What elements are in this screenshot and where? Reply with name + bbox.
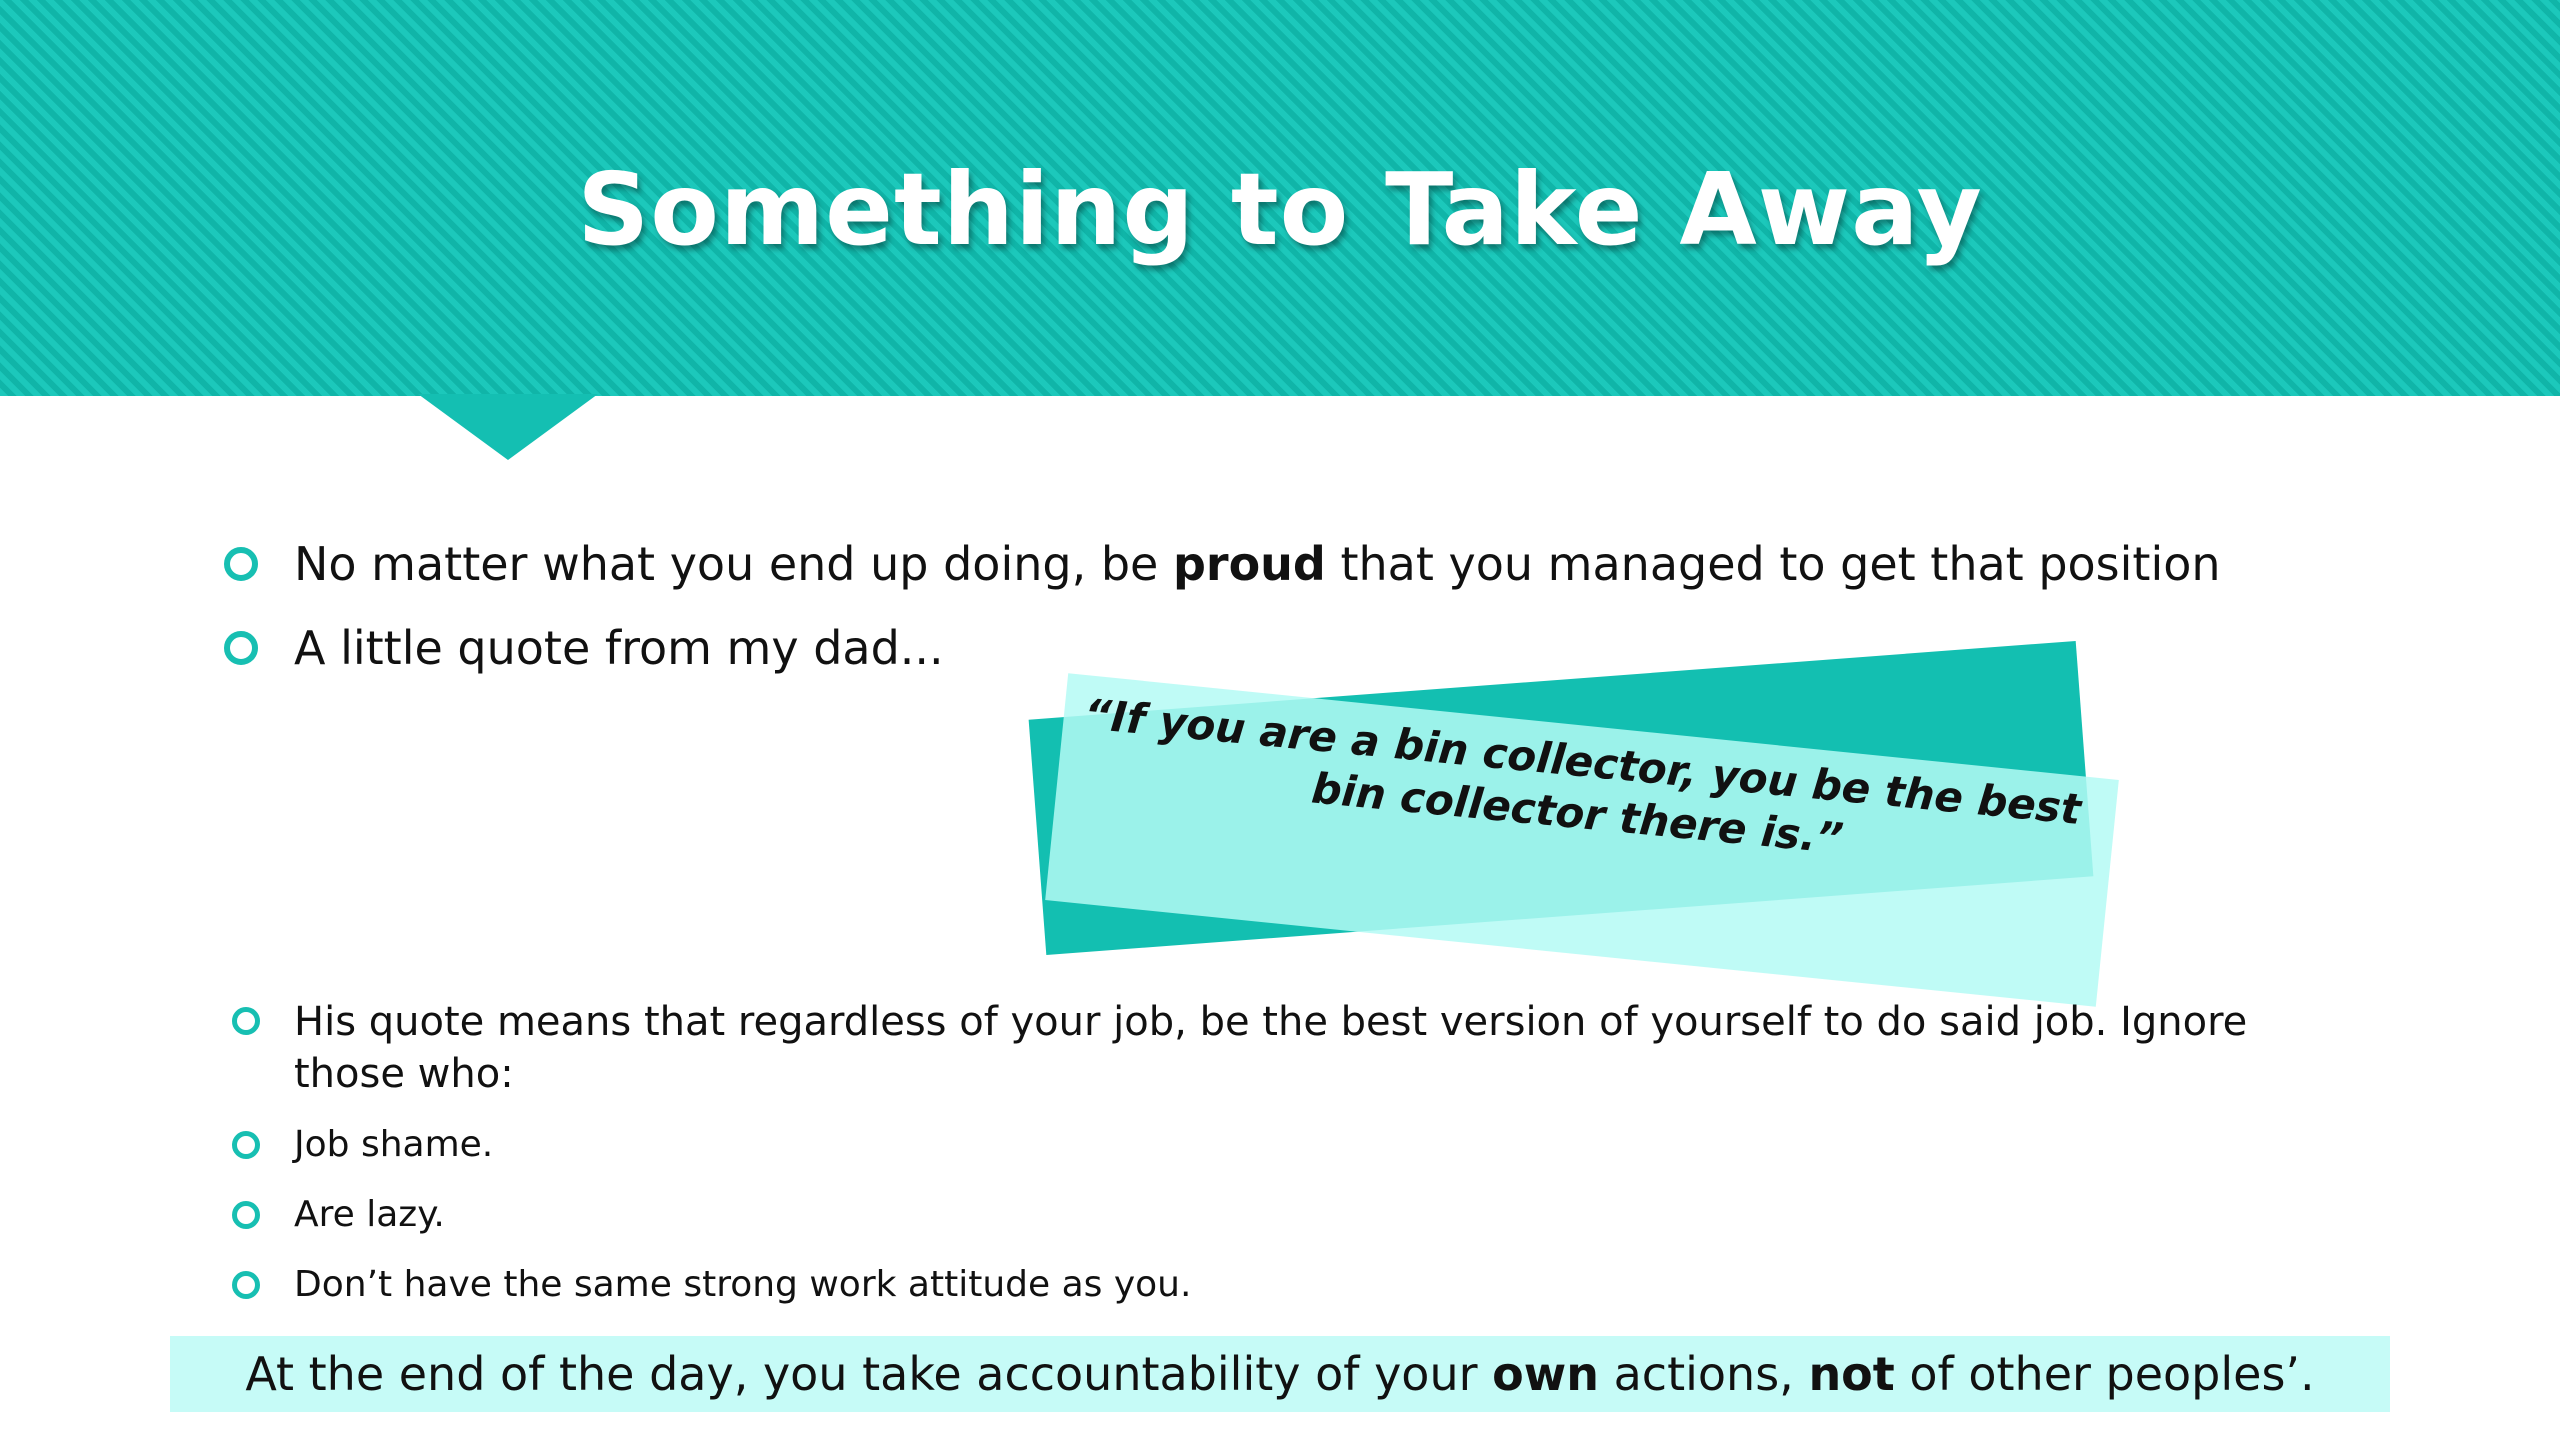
bullet-ring-icon — [224, 631, 258, 665]
banner-notch — [418, 394, 598, 460]
accountability-banner — [170, 1336, 2390, 1412]
bullet-ring-icon — [232, 1271, 260, 1299]
bullet-lazy — [232, 1190, 1432, 1240]
banner-text: At the end of the day, you take accountability of your own actions, not of other peoples’. — [245, 1347, 2315, 1401]
dad-quote: “If you are a bin collector, you be the best bin collector there is.” — [1081, 689, 2084, 864]
bullet-text: A little quote from my dad... — [294, 621, 944, 675]
bullet-text: No matter what you end up doing, be proud that you managed to get that position — [294, 537, 2221, 591]
bullet-text: Don’t have the same strong work attitude as you. — [294, 1264, 1192, 1305]
bullet-text: Are lazy. — [294, 1194, 445, 1235]
bullet-ring-icon — [232, 1201, 260, 1229]
bullet-text: His quote means that regardless of your job, be the best version of yourself to do said job. Ignore those who: — [294, 999, 2248, 1097]
bullet-work-attitude — [232, 1260, 1832, 1310]
bullet-quote-meaning — [232, 996, 2292, 1100]
bullet-ring-icon — [232, 1131, 260, 1159]
bullet-job-shame — [232, 1120, 1432, 1170]
slide-title: Something to Take Away — [577, 151, 1983, 268]
bullet-text: Job shame. — [294, 1124, 494, 1165]
bullet-proud — [224, 532, 2424, 596]
bullet-ring-icon — [224, 547, 258, 581]
bullet-quote-intro — [224, 616, 1124, 680]
bullet-ring-icon — [232, 1007, 260, 1035]
